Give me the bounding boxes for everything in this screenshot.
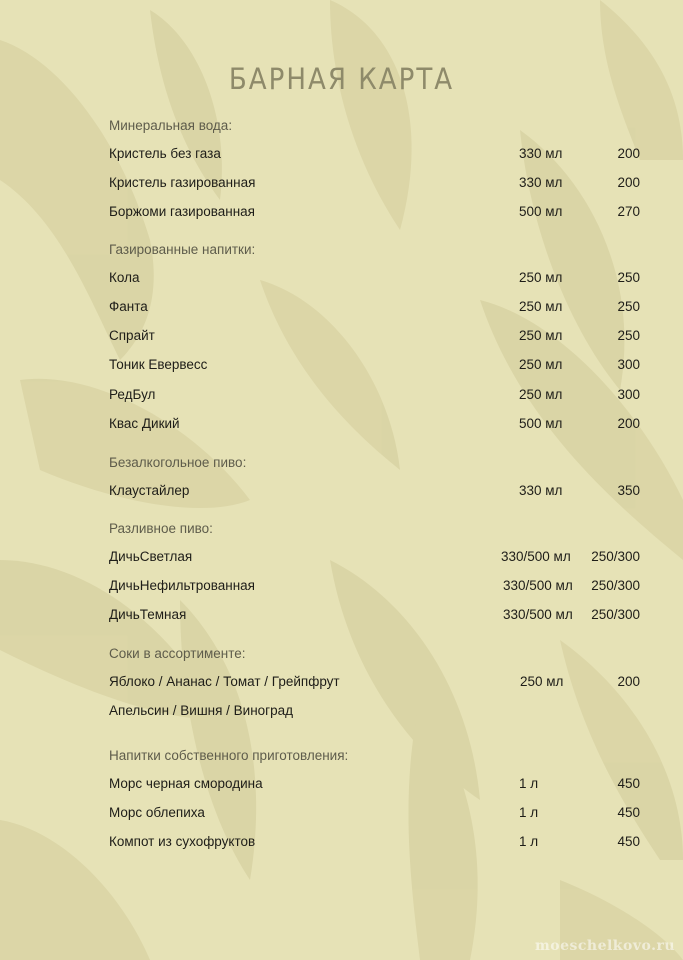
menu-item: [109, 776, 649, 796]
item-price: 450: [617, 834, 640, 849]
section-header-juices: Соки в ассортименте:: [109, 646, 246, 661]
menu-item: [109, 204, 649, 224]
item-price: 300: [617, 387, 640, 402]
item-name: Кристель газированная: [109, 175, 256, 190]
menu-item: [109, 674, 649, 694]
menu-item: [109, 357, 649, 377]
section-header-soft-drinks: Газированные напитки:: [109, 242, 256, 257]
section-header-homemade-drinks: Напитки собственного приготовления:: [109, 748, 349, 763]
item-price: 270: [617, 204, 640, 219]
item-name: Тоник Евервесс: [109, 357, 208, 372]
item-name: РедБул: [109, 387, 156, 402]
item-volume: 330 мл: [519, 146, 563, 161]
item-volume: 330/500 мл: [503, 578, 573, 593]
item-volume: 330/500 мл: [501, 549, 571, 564]
item-price: 200: [617, 146, 640, 161]
menu-item: [109, 387, 649, 407]
menu-item: [109, 805, 649, 825]
menu-item: [109, 483, 649, 503]
section-header-draft-beer: Разливное пиво:: [109, 521, 213, 536]
item-volume: 1 л: [519, 805, 539, 820]
item-name: Фанта: [109, 299, 148, 314]
page-title: БАРНАЯ КАРТА: [228, 62, 455, 96]
section-header-mineral-water: Минеральная вода:: [109, 118, 233, 133]
menu-item: [109, 578, 649, 598]
item-price: 350: [617, 483, 640, 498]
item-price: 450: [617, 776, 640, 791]
item-volume: 250 мл: [519, 387, 563, 402]
item-name: Морс черная смородина: [109, 776, 263, 791]
item-name: ДичьСветлая: [109, 549, 193, 564]
item-price: 300: [617, 357, 640, 372]
item-price: 250: [617, 299, 640, 314]
item-price: 250/300: [591, 607, 640, 622]
item-volume: 330/500 мл: [503, 607, 573, 622]
item-name: Квас Дикий: [109, 416, 180, 431]
item-name: Яблоко / Ананас / Томат / Грейпфрут: [109, 674, 340, 689]
item-volume: 500 мл: [519, 416, 563, 431]
menu-item: [109, 328, 649, 348]
item-price: 250/300: [591, 549, 640, 564]
menu-item: [109, 299, 649, 319]
item-volume: 250 мл: [519, 299, 563, 314]
item-volume: 500 мл: [519, 204, 563, 219]
item-name: Спрайт: [109, 328, 155, 343]
menu-item: [109, 549, 649, 569]
item-volume: 330 мл: [519, 483, 563, 498]
item-name: ДичьТемная: [109, 607, 187, 622]
menu-item: [109, 146, 649, 166]
item-price: 250: [617, 270, 640, 285]
menu-item: [109, 834, 649, 854]
item-volume: 1 л: [519, 834, 539, 849]
item-name: Морс облепиха: [109, 805, 205, 820]
item-name: Кристель без газа: [109, 146, 221, 161]
item-volume: 1 л: [519, 776, 539, 791]
item-volume: 250 мл: [519, 270, 563, 285]
item-price: 200: [617, 674, 640, 689]
item-name: Кола: [109, 270, 140, 285]
item-volume: 250 мл: [519, 328, 563, 343]
item-name: ДичьНефильтрованная: [109, 578, 255, 593]
item-price: 250: [617, 328, 640, 343]
menu-item: [109, 175, 649, 195]
item-price: 200: [617, 175, 640, 190]
menu-item: [109, 703, 649, 723]
menu-item: [109, 416, 649, 436]
item-price: 450: [617, 805, 640, 820]
item-volume: 250 мл: [519, 357, 563, 372]
item-price: 200: [617, 416, 640, 431]
section-header-non-alcoholic-beer: Безалкогольное пиво:: [109, 455, 247, 470]
item-name: Апельсин / Вишня / Виноград: [109, 703, 294, 718]
item-volume: 330 мл: [519, 175, 563, 190]
item-price: 250/300: [591, 578, 640, 593]
site-watermark: moeschelkovo.ru: [534, 938, 675, 954]
item-volume: 250 мл: [520, 674, 564, 689]
item-name: Боржоми газированная: [109, 204, 255, 219]
item-name: Клаустайлер: [109, 483, 190, 498]
menu-item: [109, 607, 649, 627]
menu-item: [109, 270, 649, 290]
item-name: Компот из сухофруктов: [109, 834, 256, 849]
